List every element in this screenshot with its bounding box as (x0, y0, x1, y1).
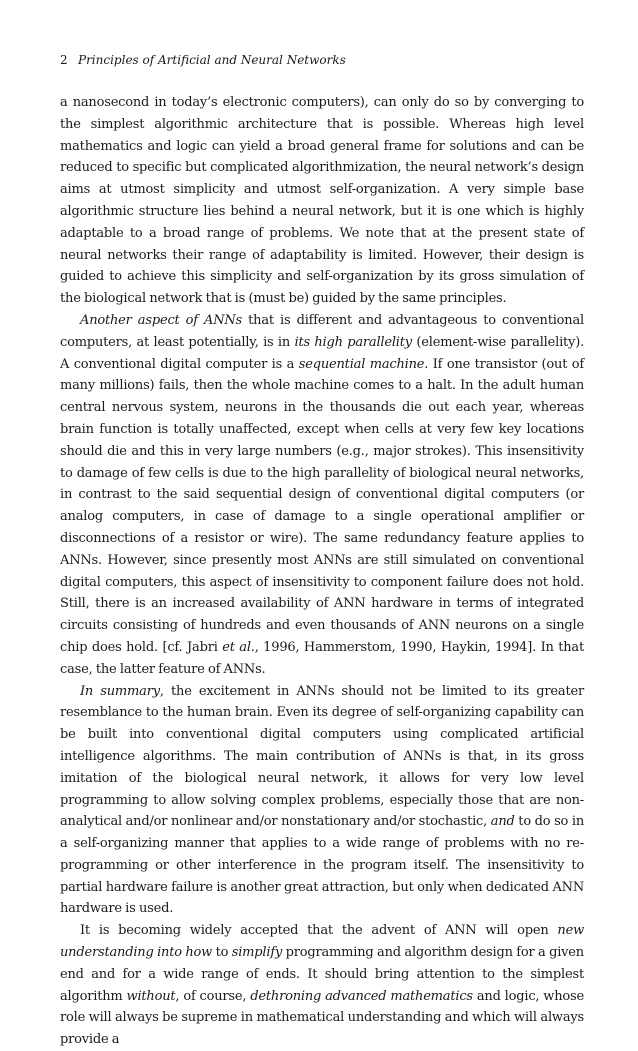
page-number: 2 (60, 53, 68, 67)
paragraph-text: to (212, 945, 232, 961)
paragraph-text: , of course, (175, 988, 251, 1004)
paragraph-text: and logic, whose role will always be supreme in mathematical understanding and which will always provide a (60, 988, 585, 1048)
running-head (60, 52, 346, 68)
body-text (60, 92, 584, 1051)
paragraph-text: . If one transistor (out of many millions) fails, then the whole machine comes to a halt. In the adult human central nervous system, neurons in the thousands die out each year, whereas brain function is totally unaffected, except when cells at very few key locations should die and this in very large numbers (e.g., major strokes). This insensitivity to damage of few cells is due to the high parallelity of biological neural networks, in contrast to the said sequential design of conventional digital computers (or analog computers, in case of damage to a single operational amplifier or disconnections of a resistor or wire). The same redundancy feature applies to ANNs. However, since presently most ANNs are still simulated on conventional digital computers, this aspect of insensitivity to component failure does not hold. Still, there is an increased availability of ANN hardware in terms of integrated circuits consisting of hundreds and even thousands of ANN neurons on a single chip does hold. [cf. Jabri (60, 356, 584, 655)
paragraph-text: programming and algorithm design for a given end and for a wide range of ends. It should bring attention to the simplest algorithm (60, 945, 584, 1004)
paragraph (60, 920, 584, 1051)
paragraph (60, 310, 584, 681)
emphasis-text: without (126, 988, 176, 1004)
emphasis-text: et al. (222, 639, 255, 655)
paragraph-text: It is becoming widely accepted that the advent of ANN will open (80, 923, 558, 939)
paragraph (60, 681, 584, 921)
book-title: Principles of Artificial and Neural Networks (78, 53, 346, 67)
emphasis-text: sequential machine (298, 356, 425, 372)
paragraph-text: a nanosecond in today’s electronic computers), can only do so by converging to the simplest algorithmic architecture that is possible. Whereas high level mathematics and logic can yield a broad general frame for solutions and can be reduced to specific but complicated algorithmization, the neural network’s design aims at utmost simplicity and utmost self-organization. A very simple base algorithmic structure lies behind a neural network, but it is one which is highly adaptable to a broad range of problems. We note that at the present state of neural networks their range of adaptability is limited. However, their design is guided to achieve this simplicity and self-organization by its gross simulation of the biological network that is (must be) guided by the same principles. (60, 95, 584, 307)
emphasis-text: simplify (231, 945, 283, 961)
emphasis-text: its high parallelity (294, 334, 412, 350)
emphasis-text: and (490, 814, 515, 830)
emphasis-text: new understanding into how (60, 923, 584, 961)
paragraph (60, 92, 584, 310)
paragraph-text: , 1996, Hammerstom, 1990, Haykin, 1994]. In that case, the latter feature of ANNs. (60, 639, 584, 677)
emphasis-text: In summary (80, 683, 160, 699)
emphasis-text: dethroning advanced mathematics (250, 988, 473, 1004)
emphasis-text: Another aspect of ANNs (80, 312, 243, 328)
paragraph-text: (element-wise parallelity). A conventional digital computer is a (60, 334, 585, 372)
paragraph-text: , the excitement in ANNs should not be limited to its greater resemblance to the human brain. Even its degree of self-organizing capability can be built into conventional digital computers using complicated artificial intelligence algorithms. The main contribution of ANNs is that, in its gross imitation of the biological neural network, it allows for very low level programming to allow solving complex problems, especially those that are non-analytical and/or nonlinear and/or nonstationary and/or stochastic, (60, 683, 584, 830)
paragraph-text: that is different and advantageous to conventional computers, at least potentially, is in (60, 312, 584, 350)
paragraph-text: to do so in a self-organizing manner that applies to a wide range of problems with no re-programming or other interference in the program itself. The insensitivity to partial hardware failure is another great attraction, but only when dedicated ANN hardware is used. (60, 814, 584, 917)
